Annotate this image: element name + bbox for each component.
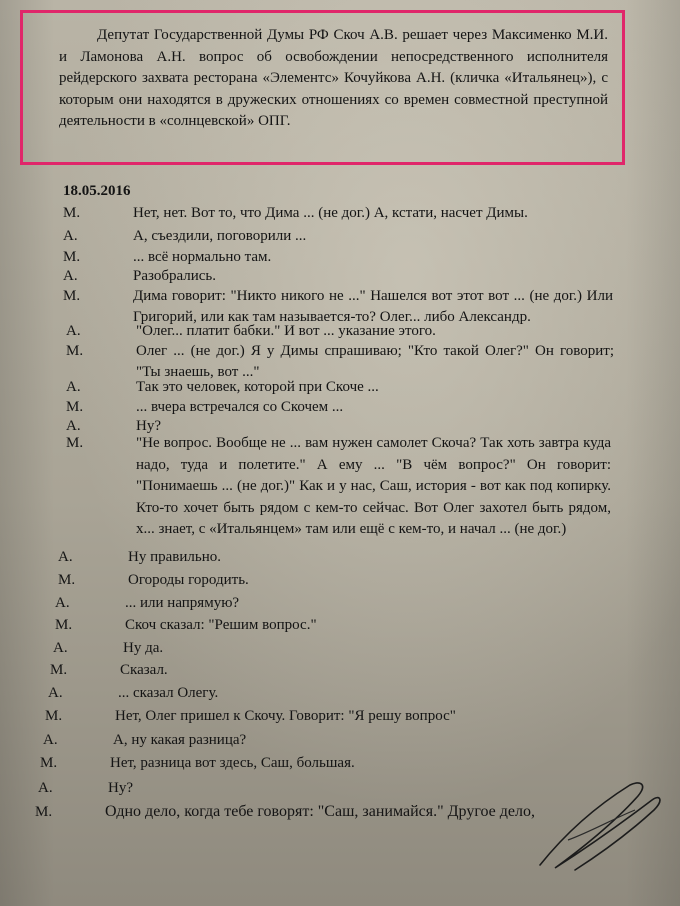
speaker-label: М. bbox=[35, 804, 53, 820]
line-text: ... вчера встречался со Скочем ... bbox=[136, 399, 344, 415]
line-text: Ну да. bbox=[123, 640, 164, 656]
line-text: Ну? bbox=[136, 418, 161, 434]
speaker-label: М. bbox=[40, 755, 58, 771]
line-text: ... или напрямую? bbox=[125, 595, 240, 611]
line-text: Нет, разница вот здесь, Саш, большая. bbox=[110, 755, 355, 771]
line-text: А, съездили, поговорили ... bbox=[133, 228, 307, 244]
speaker-label: А. bbox=[66, 323, 81, 339]
transcript-line bbox=[66, 321, 616, 342]
transcript-line bbox=[66, 341, 614, 382]
transcript-line bbox=[63, 247, 623, 268]
line-text: А, ну какая разница? bbox=[113, 732, 247, 748]
line-text: Сказал. bbox=[120, 662, 168, 678]
handwritten-signature bbox=[520, 770, 670, 880]
transcript-line bbox=[66, 433, 611, 541]
transcript-line bbox=[63, 226, 623, 247]
line-text: Нет, Олег пришел к Скочу. Говорит: "Я решу вопрос" bbox=[115, 708, 456, 724]
transcript-line bbox=[43, 730, 593, 751]
line-text: "Олег... платит бабки." И вот ... указание этого. bbox=[136, 323, 436, 339]
transcript-line bbox=[66, 397, 616, 418]
speaker-label: М. bbox=[66, 343, 84, 359]
speaker-label: М. bbox=[58, 572, 76, 588]
speaker-label: А. bbox=[63, 228, 78, 244]
transcript-line bbox=[63, 266, 623, 287]
line-text: Дима говорит: "Никто никого не ..." Нашелся вот этот вот ... (не дог.) Или Григорий, или как там называется-то? Олег... либо Александр. bbox=[133, 288, 613, 325]
speaker-label: М. bbox=[50, 662, 68, 678]
transcript-line bbox=[55, 593, 595, 614]
transcript-line bbox=[53, 638, 593, 659]
transcript-line bbox=[55, 615, 595, 636]
transcript-line bbox=[58, 570, 598, 591]
speaker-label: А. bbox=[48, 685, 63, 701]
line-text: Одно дело, когда тебе говорят: "Саш, занимайся." Другое дело, bbox=[105, 803, 536, 820]
transcript-line bbox=[50, 660, 590, 681]
speaker-label: А. bbox=[53, 640, 68, 656]
transcript-line bbox=[38, 778, 588, 799]
speaker-label: А. bbox=[63, 268, 78, 284]
speaker-label: М. bbox=[63, 249, 81, 265]
speaker-label: М. bbox=[45, 708, 63, 724]
line-text: Скоч сказал: "Решим вопрос." bbox=[125, 617, 317, 633]
line-text: ... сказал Олегу. bbox=[118, 685, 219, 701]
speaker-label: М. bbox=[66, 435, 84, 451]
speaker-label: А. bbox=[58, 549, 73, 565]
line-text: Так это человек, которой при Скоче ... bbox=[136, 379, 379, 395]
line-text: Огороды городить. bbox=[128, 572, 249, 588]
speaker-label: М. bbox=[55, 617, 73, 633]
speaker-label: М. bbox=[66, 399, 84, 415]
speaker-label: А. bbox=[38, 780, 53, 796]
speaker-label: А. bbox=[66, 379, 81, 395]
line-text: ... всё нормально там. bbox=[133, 249, 272, 265]
line-text: Ну? bbox=[108, 780, 133, 796]
transcript-line bbox=[66, 377, 616, 398]
summary-paragraph: Депутат Государственной Думы РФ Скоч А.В. решает через Максименко М.И. и Ламонова А.Н. вопрос об освобождении непосредственного исполнителя рейдерского захвата ресторана «Элементс» Кочуйкова А.Н. (кличка «Итальянец»), с которым они находятся в дружеских отношениях со времен совместной преступной деятельности в «солнцевской» ОПГ. bbox=[59, 27, 608, 129]
speaker-label: М. bbox=[63, 288, 81, 304]
speaker-label: А. bbox=[66, 418, 81, 434]
transcript-line bbox=[58, 547, 598, 568]
transcript-line bbox=[63, 203, 653, 224]
line-text: Разобрались. bbox=[133, 268, 217, 284]
line-text: Нет, нет. Вот то, что Дима ... (не дог.) А, кстати, насчет Димы. bbox=[133, 205, 528, 221]
transcript-date: 18.05.2016 bbox=[63, 183, 131, 199]
speaker-label: А. bbox=[55, 595, 70, 611]
highlighted-summary-box bbox=[20, 10, 625, 165]
speaker-label: А. bbox=[43, 732, 58, 748]
transcript-line bbox=[40, 753, 590, 774]
transcript-line bbox=[48, 683, 588, 704]
transcript-line bbox=[45, 706, 595, 727]
line-text: "Не вопрос. Вообще не ... вам нужен самолет Скоча? Так хоть завтра куда надо, туда и полетите." А ему ... "В чём вопрос?" Он говорит: "Понимаешь ... (не дог.)" Как и у нас, Саш, история - вот как под копирку. Кто-то хочет быть рядом с кем-то сейчас. Вот Олег захотел быть рядом, х... знает, с «Итальянцем» там или ещё с кем-то, и начал ... (не дог.) bbox=[136, 435, 611, 537]
speaker-label: М. bbox=[63, 205, 81, 221]
line-text: Ну правильно. bbox=[128, 549, 221, 565]
line-text: Олег ... (не дог.) Я у Димы спрашиваю; "Кто такой Олег?" Он говорит; "Ты знаешь, вот ..." bbox=[136, 343, 614, 380]
